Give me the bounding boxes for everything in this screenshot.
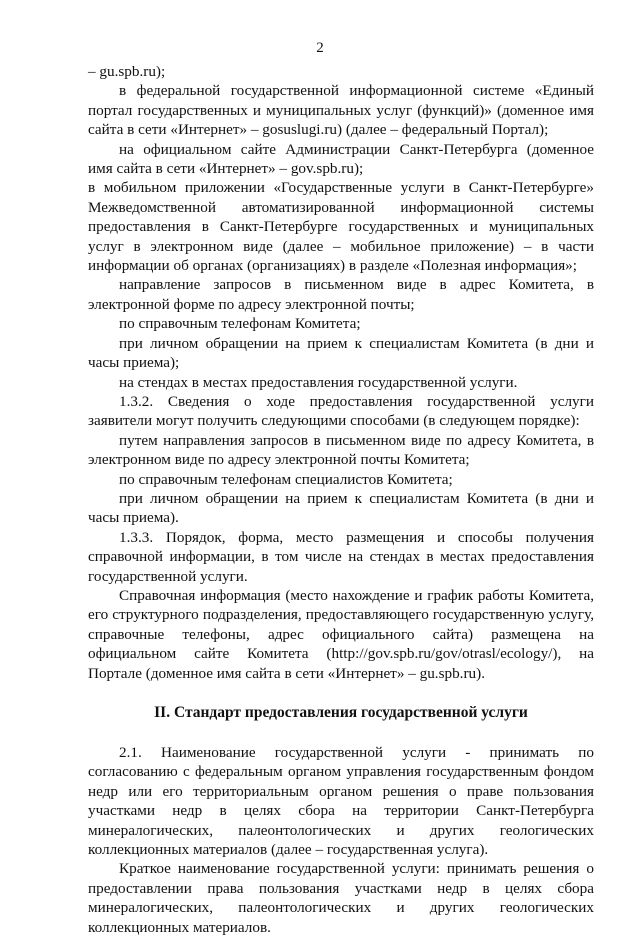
paragraph: по справочным телефонам специалистов Комитета; [119,470,453,488]
section-2-text [88,743,594,937]
paragraph: – gu.spb.ru); [88,63,166,80]
paragraph: путем направления запросов в письменном виде по адресу Комитета, в электронном виде по адресу электронной почты Комитета; [88,431,594,469]
paragraph: 1.3.3. Порядок, форма, место размещения и способы получения справочной информации, в том числе на стендах в местах предоставления государственной услуги. [88,528,594,585]
paragraph: при личном обращении на прием к специалистам Комитета (в дни и часы приема); [88,334,594,372]
paragraph: Справочная информация (место нахождение и график работы Комитета, его структурного подразделения, предоставляющего государственную услугу, справочные телефоны, адрес официального сайта) размещена на официальном сайте Комитета (http://gov.spb.ru/gov/otrasl/ecology/), на Портале (доменное имя сайта в сети «Интернет» – gu.spb.ru). [88,586,594,682]
paragraph: на стендах в местах предоставления государственной услуги. [119,373,518,391]
paragraph: в мобильном приложении «Государственные услуги в Санкт-Петербурге» Межведомственной автоматизированной информационной системы предоставления в Санкт-Петербурге государственных и муниципальных услуг в электронном виде (далее – мобильное приложение) – в части информации об органах (организациях) в разделе «Полезная информация»; [88,179,594,275]
paragraph: при личном обращении на прием к специалистам Комитета (в дни и часы приема). [88,489,594,527]
page-number: 2 [316,40,324,56]
paragraph: 2.1. Наименование государственной услуги - принимать по согласованию с федеральным органом управления государственным фондом недр или его территориальным органом решения о праве пользования участками недр в целях сбора на территории Санкт-Петербурга минералогических, палеонтологических и других геологических коллекционных материалов (далее – государственная услуга). [88,744,594,859]
paragraph: по справочным телефонам Комитета; [119,315,361,333]
section-heading: II. Стандарт предоставления государственной услуги [154,704,528,721]
paragraph: на официальном сайте Администрации Санкт-Петербурга (доменное имя сайта в сети «Интернет» – gov.spb.ru); [88,140,594,178]
paragraph: Краткое наименование государственной услуги: принимать решения о предоставлении права пользования участками недр в целях сбора минералогических, палеонтологических и других геологических коллекционных материалов. [88,860,594,936]
paragraph: направление запросов в письменном виде в адрес Комитета, в электронной форме по адресу электронной почты; [88,276,594,313]
paragraph: в федеральной государственной информационной системе «Единый портал государственных и муниципальных услуг (функций)» (доменное имя сайта в сети «Интернет» – gosuslugi.ru) (далее – федеральный Портал); [88,82,594,139]
section-1-3-text [88,62,594,683]
paragraph: 1.3.2. Сведения о ходе предоставления государственной услуги заявители могут получить следующими способами (в следующем порядке): [88,392,594,430]
document-body [88,62,594,937]
